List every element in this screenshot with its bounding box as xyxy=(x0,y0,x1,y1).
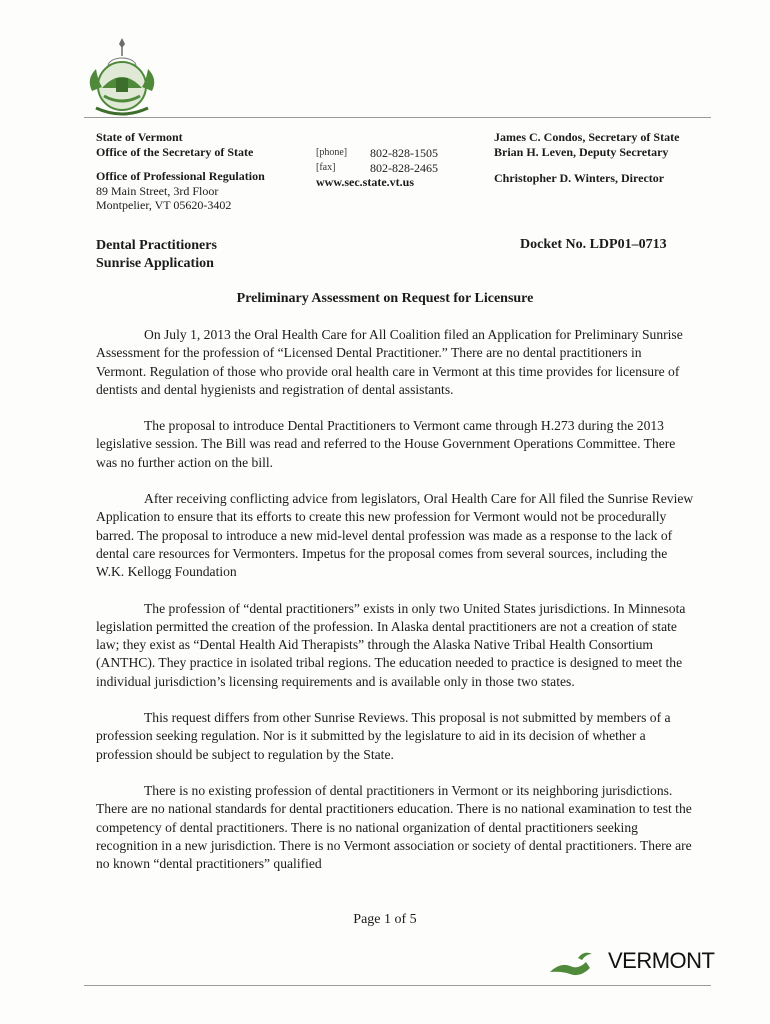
vermont-logo-text: VERMONT xyxy=(608,948,715,973)
contact-block xyxy=(316,146,506,190)
title-line-2: Sunrise Application xyxy=(96,256,214,271)
title-line-1: Dental Practitioners xyxy=(96,238,217,253)
deputy-secretary: Brian H. Leven, Deputy Secretary xyxy=(494,144,669,159)
phone-label: [phone] xyxy=(316,147,348,158)
section-heading: Preliminary Assessment on Request for Licensure xyxy=(236,291,534,306)
footer-divider xyxy=(84,985,711,986)
street-address: 89 Main Street, 3rd Floor xyxy=(96,183,219,198)
city-address: Montpelier, VT 05620-3402 xyxy=(96,198,232,212)
phone-number: 802-828-1505 xyxy=(370,146,438,160)
officials-block xyxy=(494,130,714,186)
header-divider xyxy=(84,117,711,118)
fax-number: 802-828-2465 xyxy=(370,160,438,175)
paragraph-5: This request differs from other Sunrise Reviews. This proposal is not submitted by members of a profession seeking regulation. Nor is it submitted by the legislature to aid in its decision of whether a profession should be subject to regulation by the State. xyxy=(96,710,671,762)
paragraph-3: After receiving conflicting advice from legislators, Oral Health Care for All filed the Sunrise Review Application to ensure that its efforts to create this new profession for Vermont would not be procedurally barred. The proposal to introduce a new mid-level dental profession was made as a response to the lack of dental care resources for Vermonters. Impetus for the proposal comes from several sources, including the W.K. Kellogg Foundation xyxy=(96,491,694,580)
director: Christopher D. Winters, Director xyxy=(494,171,665,185)
office-address-block xyxy=(96,130,326,213)
office-name: Office of the Secretary of State xyxy=(96,144,254,159)
paragraph-2: The proposal to introduce Dental Practitioners to Vermont came through H.273 during the 2013 legislative session. The Bill was read and referred to the House Government Operations Committee. There was no further action on the bill. xyxy=(96,418,676,470)
state-name: State of Vermont xyxy=(96,130,183,144)
page-number: Page 1 of 5 xyxy=(353,912,417,927)
paragraph-4: The profession of “dental practitioners” exists in only two United States jurisdictions. In Minnesota legislation permitted the creation of the profession. In Alaska dental practitioners are not a creation of state law; they exist as “Dental Health Aid Therapists” through the Alaska Native Tribal Health Consortium (ANTHC). They practice in isolated tribal regions. The education needed to practice is designed to meet the individual jurisdiction’s licensing requirements and is available only in those two states. xyxy=(96,600,686,689)
website-link[interactable]: www.sec.state.vt.us xyxy=(316,175,414,189)
body-text xyxy=(96,326,694,891)
secretary-of-state: James C. Condos, Secretary of State xyxy=(494,130,680,144)
paragraph-6: There is no existing profession of dental practitioners in Vermont or its neighboring jurisdictions. There are no national standards for dental practitioners education. There is no national examination to test the competency of dental practitioners. There is no national organization of dental practitioners seeking recognition in a new jurisdiction. There is no Vermont association or society of dental practitioners. There are no known “dental practitioners” qualified xyxy=(96,782,692,872)
fax-label: [fax] xyxy=(316,161,336,173)
docket-number: Docket No. LDP01–0713 xyxy=(520,237,667,252)
division-name: Office of Professional Regulation xyxy=(96,169,265,183)
vermont-logo-icon xyxy=(548,946,718,976)
vermont-state-seal-icon xyxy=(82,36,162,118)
document-title xyxy=(96,237,217,273)
paragraph-1: On July 1, 2013 the Oral Health Care for All Coalition filed an Application for Preliminary Sunrise Assessment for the profession of “Licensed Dental Practitioner.” There are no dental practitioners in Vermont. Regulation of those who provide oral health care in Vermont at this time provides for licensure of dentists and dental hygienists and registration of dental assistants. xyxy=(96,327,683,397)
